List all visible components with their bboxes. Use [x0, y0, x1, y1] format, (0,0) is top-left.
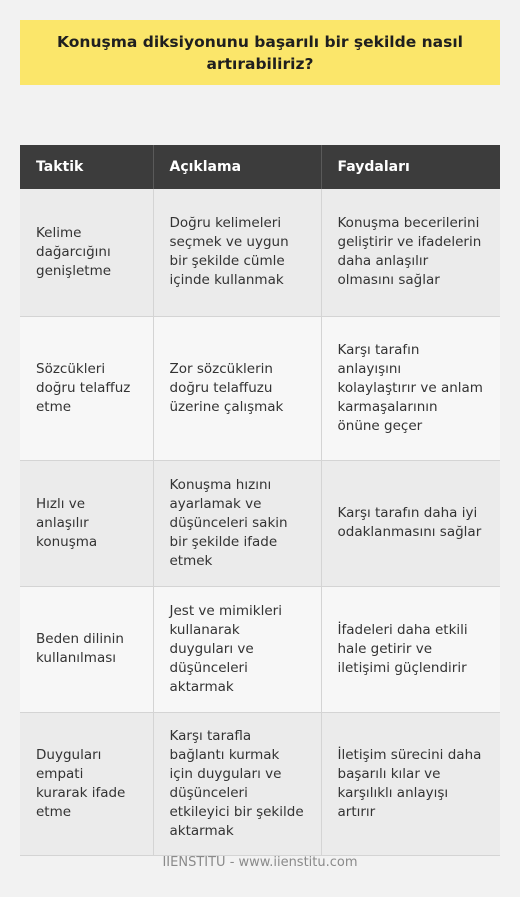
cell-benefits: Konuşma becerilerini geliştirir ve ifadelerin daha anlaşılır olmasını sağlar [321, 189, 500, 316]
cell-benefits: İletişim sürecini daha başarılı kılar ve karşılıklı anlayışı artırır [321, 712, 500, 855]
cell-benefits: Karşı tarafın anlayışını kolaylaştırır ve anlam karmaşalarının önüne geçer [321, 316, 500, 460]
cell-description: Karşı tarafla bağlantı kurmak için duyguları ve düşünceleri etkileyici bir şekilde aktarmak [153, 712, 321, 855]
cell-description: Zor sözcüklerin doğru telaffuzu üzerine çalışmak [153, 316, 321, 460]
table-row [20, 712, 500, 855]
header-cell-tactic: Taktik [20, 145, 153, 189]
cell-benefits: İfadeleri daha etkili hale getirir ve iletişimi güçlendirir [321, 586, 500, 712]
header-cell-benefits: Faydaları [321, 145, 500, 189]
page-title: Konuşma diksiyonunu başarılı bir şekilde nasıl artırabiliriz? [57, 32, 463, 73]
table-body [20, 189, 500, 855]
cell-tactic: Duyguları empati kurarak ifade etme [20, 712, 153, 855]
cell-description: Jest ve mimikleri kullanarak duyguları ve düşünceleri aktarmak [153, 586, 321, 712]
tactics-table [20, 145, 500, 856]
cell-tactic: Kelime dağarcığını genişletme [20, 189, 153, 316]
table-row [20, 460, 500, 586]
header-row [20, 145, 500, 189]
title-banner [20, 20, 500, 85]
cell-benefits: Karşı tarafın daha iyi odaklanmasını sağlar [321, 460, 500, 586]
table-row [20, 316, 500, 460]
footer-credit: IIENSTITU - www.iienstitu.com [162, 855, 358, 870]
table-row [20, 189, 500, 316]
table-header [20, 145, 500, 189]
header-cell-description: Açıklama [153, 145, 321, 189]
cell-tactic: Sözcükleri doğru telaffuz etme [20, 316, 153, 460]
table-row [20, 586, 500, 712]
cell-tactic: Beden dilinin kullanılması [20, 586, 153, 712]
cell-description: Konuşma hızını ayarlamak ve düşünceleri sakin bir şekilde ifade etmek [153, 460, 321, 586]
cell-tactic: Hızlı ve anlaşılır konuşma [20, 460, 153, 586]
cell-description: Doğru kelimeleri seçmek ve uygun bir şekilde cümle içinde kullanmak [153, 189, 321, 316]
